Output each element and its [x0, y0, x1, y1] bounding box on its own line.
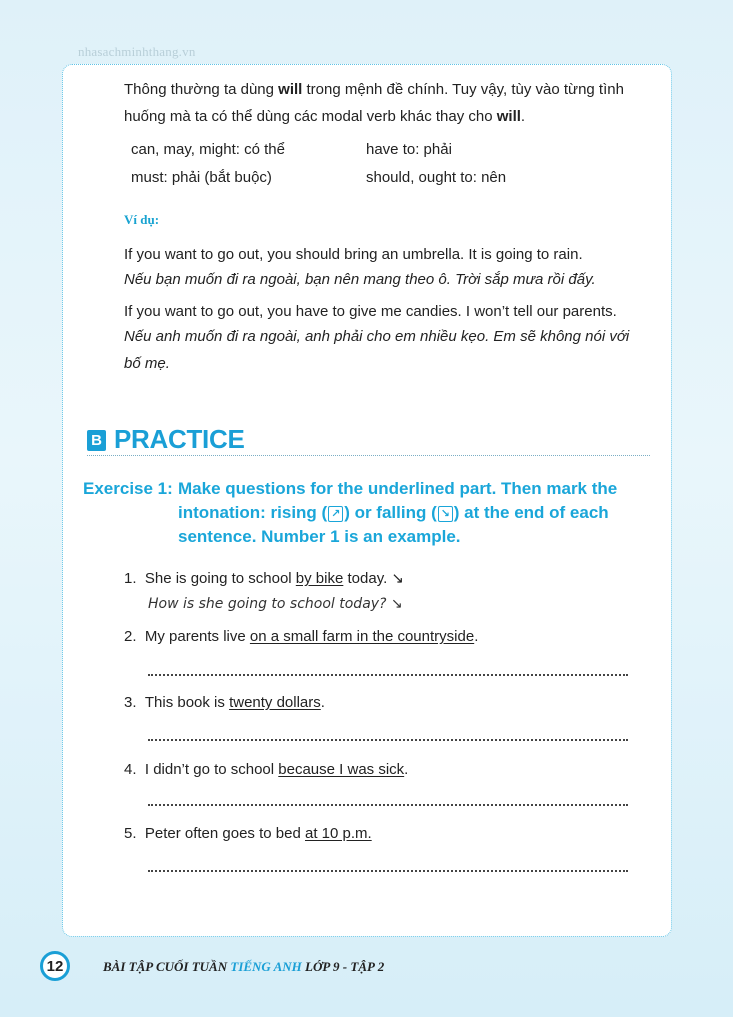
- item-number: 4.: [124, 761, 137, 778]
- section-divider: [87, 455, 650, 456]
- question-item-4: [124, 760, 408, 780]
- item-text: today. ↘: [343, 570, 404, 587]
- question-item-5: [124, 824, 372, 844]
- book-title-text: BÀI TẬP CUỐI TUẦN: [103, 959, 231, 974]
- exercise-instruction-3: sentence. Number 1 is an example.: [178, 527, 461, 546]
- item-text: .: [320, 694, 325, 711]
- intro-line-1: [124, 80, 624, 100]
- section-title: PRACTICE: [114, 424, 245, 454]
- answer-line-4[interactable]: [148, 804, 628, 806]
- instruction-text: intonation: rising (: [178, 503, 328, 522]
- question-item-1: [124, 569, 404, 589]
- item-number: 2.: [124, 628, 137, 645]
- item-text: My parents live: [144, 628, 250, 645]
- exercise-label: Exercise 1:: [83, 479, 173, 498]
- intro-line-2: [124, 107, 525, 127]
- example-answer: How is she going to school today? ↘: [148, 596, 403, 612]
- underlined-part: by bike: [295, 570, 344, 587]
- section-badge: B: [87, 430, 106, 451]
- instruction-text: ) at the end of each: [453, 503, 609, 522]
- exercise-instruction-1: Make questions for the underlined part. Then mark the: [178, 479, 618, 498]
- modal-right-1: have to: phải: [366, 141, 452, 158]
- example-2-vietnamese-2: bố mẹ.: [124, 355, 170, 372]
- item-text: This book is: [144, 694, 230, 711]
- intro-text: Thông thường ta dùng: [124, 81, 279, 98]
- example-2-english: If you want to go out, you have to give me candies. I won’t tell our parents.: [124, 303, 617, 320]
- example-1-vietnamese: Nếu bạn muốn đi ra ngoài, bạn nên mang theo ô. Trời sắp mưa rồi đấy.: [124, 271, 596, 288]
- book-title-text: LỚP 9 - TẬP 2: [301, 959, 385, 974]
- falling-arrow-icon: ↘: [438, 506, 453, 522]
- question-item-2: [124, 627, 478, 647]
- question-item-3: [124, 693, 325, 713]
- item-text: Peter often goes to bed: [144, 825, 305, 842]
- exercise-instruction-2: [178, 501, 609, 525]
- intro-text: trong mệnh đề chính. Tuy vậy, tùy vào từng tình: [302, 81, 624, 98]
- modal-left-2: must: phải (bắt buộc): [131, 169, 272, 186]
- book-title: [103, 959, 384, 975]
- item-text: .: [404, 761, 409, 778]
- item-text: I didn’t go to school: [144, 761, 279, 778]
- intro-text: .: [520, 108, 526, 125]
- modal-left-1: can, may, might: có thể: [131, 141, 285, 158]
- book-title-highlight: TIẾNG ANH: [230, 959, 302, 974]
- answer-line-5[interactable]: [148, 870, 628, 872]
- intro-bold-will: will: [496, 108, 521, 125]
- item-number: 5.: [124, 825, 137, 842]
- example-1-english: If you want to go out, you should bring an umbrella. It is going to rain.: [124, 246, 583, 263]
- site-watermark: nhasachminhthang.vn: [78, 44, 196, 59]
- item-number: 1.: [124, 570, 137, 587]
- item-number: 3.: [124, 694, 137, 711]
- underlined-part: on a small farm in the countryside: [249, 628, 475, 645]
- underlined-part: at 10 p.m.: [304, 825, 372, 842]
- example-2-vietnamese-1: Nếu anh muốn đi ra ngoài, anh phải cho em nhiều kẹo. Em sẽ không nói với: [124, 328, 630, 345]
- modal-right-2: should, ought to: nên: [366, 169, 507, 186]
- answer-line-2[interactable]: [148, 674, 628, 676]
- item-text: .: [474, 628, 479, 645]
- underlined-part: because I was sick: [278, 761, 405, 778]
- answer-line-3[interactable]: [148, 739, 628, 741]
- page-number: 12: [40, 951, 70, 981]
- intro-text: huống mà ta có thể dùng các modal verb khác thay cho: [124, 108, 497, 125]
- intro-bold-will: will: [278, 81, 303, 98]
- instruction-text: ) or falling (: [344, 503, 437, 522]
- rising-arrow-icon: ↗: [328, 506, 343, 522]
- example-label: Ví dụ:: [124, 212, 160, 227]
- item-text: She is going to school: [144, 570, 296, 587]
- underlined-part: twenty dollars: [229, 694, 321, 711]
